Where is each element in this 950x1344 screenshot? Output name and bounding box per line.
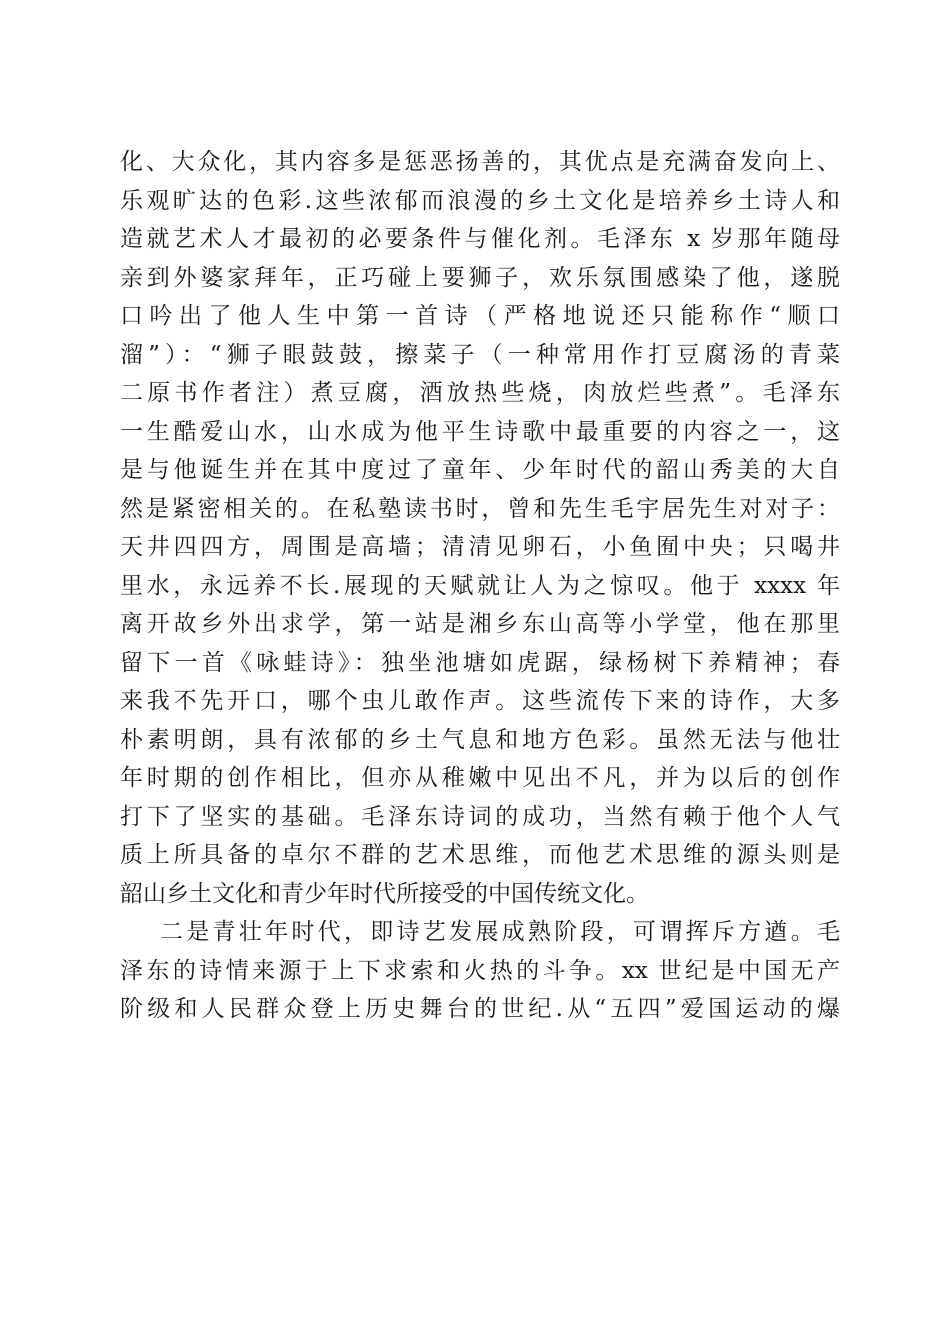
paragraph-1-line-17: 年时期的创作相比，但亦从稚嫩中见出不凡，并为以后的创作: [120, 765, 840, 791]
paragraph-1-line-14: 留下一首《咏蛙诗》：独坐池塘如虎踞，绿杨树下养精神；春: [120, 649, 840, 676]
paragraph-2-line-3: 阶级和人民群众登上历史舞台的世纪.从“五四”爱国运动的爆: [120, 996, 840, 1022]
paragraph-1-line-2: 乐观旷达的色彩.这些浓郁而浪漫的乡土文化是培养乡土诗人和: [120, 187, 840, 214]
paragraph-1-line-9: 是与他诞生并在其中度过了童年、少年时代的韶山秀美的大自: [120, 457, 840, 483]
paragraph-1-line-5: 口吟出了他人生中第一首诗（严格地说还只能称作“顺口: [120, 303, 840, 329]
paragraph-2-line-1: 二是青壮年时代，即诗艺发展成熟阶段，可谓挥斥方遒。毛: [160, 919, 840, 945]
paragraph-1-line-12: 里水，永远养不长.展现的天赋就让人为之惊叹。他于 xxxx 年: [120, 572, 840, 599]
paragraph-1-line-15: 来我不先开口，哪个虫儿敢作声。这些流传下来的诗作，大多: [120, 688, 840, 714]
paragraph-1-line-16: 朴素明朗，具有浓郁的乡土气息和地方色彩。虽然无法与他壮: [120, 726, 840, 753]
paragraph-1-line-7: 二原书作者注）煮豆腐，酒放热些烧，肉放烂些煮”。毛泽东: [120, 380, 840, 406]
paragraph-1-line-13: 离开故乡外出求学，第一站是湘乡东山高等小学堂，他在那里: [120, 611, 840, 637]
body-text: [120, 143, 840, 1029]
paragraph-1-line-19: 质上所具备的卓尔不群的艺术思维，而他艺术思维的源头则是: [120, 842, 840, 868]
paragraph-1-line-6: 溜”）：“狮子眼鼓鼓，擦菜子（一种常用作打豆腐汤的青菜: [120, 341, 840, 368]
paragraph-1-line-18: 打下了坚实的基础。毛泽东诗词的成功，当然有赖于他个人气: [120, 803, 840, 830]
paragraph-2-line-2: 泽东的诗情来源于上下求索和火热的斗争。xx 世纪是中国无产: [120, 957, 840, 984]
paragraph-1-line-4: 亲到外婆家拜年，正巧碰上要狮子，欢乐氛围感染了他，遂脱: [120, 264, 840, 291]
paragraph-1-line-1: 化、大众化，其内容多是惩恶扬善的，其优点是充满奋发向上、: [120, 149, 840, 175]
paragraph-1-line-3: 造就艺术人才最初的必要条件与催化剂。毛泽东 x 岁那年随母: [120, 226, 840, 252]
paragraph-1-line-10: 然是紧密相关的。在私塾读书时，曾和先生毛宇居先生对对子：: [120, 495, 840, 522]
paragraph-1-line-11: 天井四四方，周围是高墙；清清见卵石，小鱼囿中央；只喝井: [120, 534, 840, 560]
paragraph-1-line-8: 一生酷爱山水，山水成为他平生诗歌中最重要的内容之一，这: [120, 418, 840, 445]
paragraph-1-line-20: 韶山乡土文化和青少年时代所接受的中国传统文化。: [120, 880, 649, 907]
